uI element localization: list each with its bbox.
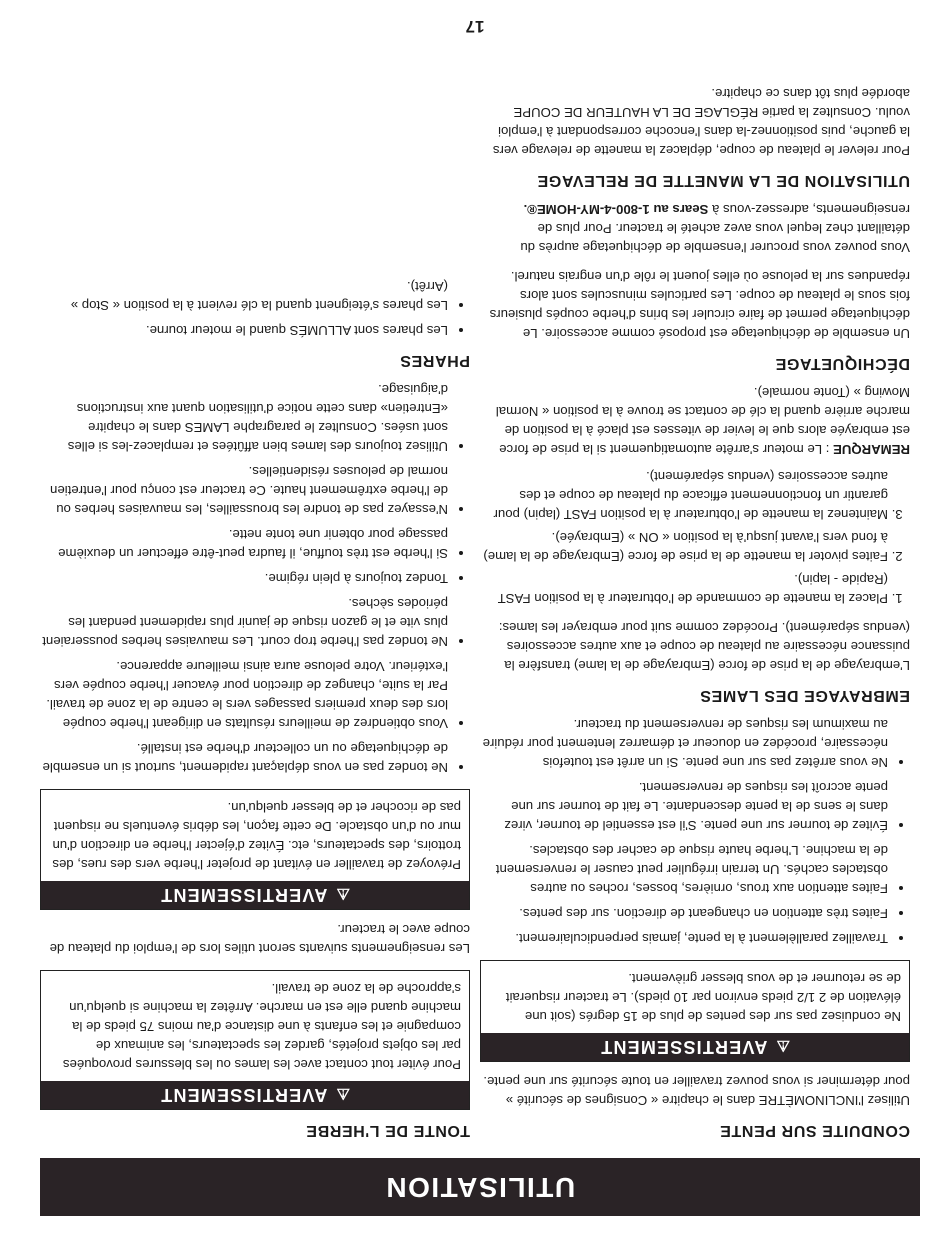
list-item: • Ne tondez pas l'herbe trop court. Les mauvaises herbes pousseraient plus vite et le gazon risque de jaunir plus rapidement pendant les périodes sèches. (40, 594, 448, 651)
slope-bullet-list (480, 715, 910, 948)
sears-phone: Sears au 1-800-4-MY-HOME®. (523, 202, 709, 217)
warning-text: Prévoyez de travailler en évitant de projeter l'herbe vers des rues, des trottoirs, des spectateurs, etc. Évitez d'éjecter l'herbe en direction d'un mur ou d'un obstacle. De cette façon, les débris éventuels ne risquent pas de ricocher et de blesser quelqu'un. (52, 800, 461, 872)
remarque-text: : Le moteur s'arrête automatiquement si la prise de force est embrayée alors que le levier de vitesses est placé à la position de marche arrière quand la clé de contact se trouve à la position « Normal Mowing » (Tonte normale). (495, 385, 910, 457)
list-item: • Vous obtiendrez de meilleurs résultats en dirigeant l'herbe coupée lors des deux premiers passages vers le centre de la zone de travail. Par la suite, changez de direction pour évacuer l'herbe coupée vers l'extérieur. Votre pelouse aura ainsi meilleure apparence. (40, 657, 448, 733)
tonte-heading: TONTE DE L'HERBE (305, 1122, 470, 1139)
warning-title: AVERTISSEMENT (600, 1037, 768, 1057)
releve-heading: UTILISATION DE LA MANETTE DE RELEVAGE (536, 172, 910, 189)
list-item: • Évitez de tourner sur une pente. S'il est essentiel de tourner, virez dans le sens de la pente descendante. Le fait de tourner sur une pente accroît les risques de renversement. (480, 778, 888, 835)
warning-triangle-icon: ⚠ (335, 885, 350, 902)
conduite-heading: CONDUITE SUR PENTE (719, 1122, 910, 1139)
section-banner: UTILISATION (40, 1158, 920, 1216)
embrayage-steps (480, 467, 910, 608)
list-item: • Si l'herbe est très touffue, il faudra peut-être effectuer un deuxième passage pour obtenir une tonte nette. (40, 525, 448, 563)
warning-title: AVERTISSEMENT (160, 885, 328, 905)
warning-text: Pour éviter tout contact avec les lames ou les blessures provoquées par les objets projetés, gardez les spectateurs, les animaux de compagnie et les enfants à une distance d'au moins 75 pieds de la machine quand elle est en marche. Arrêtez la machine si quelqu'un s'approche de la zone de travail. (62, 981, 461, 1072)
tonte-intro: Les renseignements suivants seront utiles lors de l'emploi du plateau de coupe avec le tracteur. (49, 922, 470, 956)
left-column (480, 74, 910, 1140)
warning-header (41, 881, 469, 909)
conduite-intro: Utilisez l'INCLINOMÈTRE dans le chapitre « Consignes de sécurité » pour déterminer si vous pouvez travailler en toute sécurité sur une pente. (483, 1074, 910, 1108)
phares-heading: PHARES (399, 352, 470, 369)
dechiquetage-text: Vous pouvez vous procurer l'ensemble de déchiquetage auprès du détaillant chez lequel vous avez acheté le tracteur. Pour plus de renseignements, adressez-vous à (520, 202, 910, 255)
list-item: • Ne tondez pas en vous déplaçant rapidement, surtout si un ensemble de déchiquetage ou un collecteur d'herbe est installé. (40, 739, 448, 777)
list-item: 2. Faites pivoter la manette de la prise de force (Embrayage de la lame) à fond vers l'avant jusqu'à la position « ON » (Embrayée). (480, 528, 888, 566)
list-item: • Utilisez toujours des lames bien affûtées et remplacez-les si elles sont usées. Consultez le paragraphe LAMES dans le chapitre «Entretien» dans cette notice d'utilisation quant aux instructions d'aiguisage. (40, 380, 448, 456)
list-item: • Faites très attention en changeant de direction. sur des pentes. (480, 904, 888, 923)
list-item: • Travaillez parallèlement à la pente, jamais perpendiculairement. (480, 929, 888, 948)
list-item: • N'essayez pas de tondre les broussailles, les mauvaises herbes ou de l'herbe extrêmement haute. Ce tracteur est conçu pour l'entretien normal de pelouses résidentielles. (40, 462, 448, 519)
list-item: • Les phares sont ALLUMÉS quand le moteur tourne. (40, 321, 448, 340)
embrayage-heading: EMBRAYAGE DES LAMES (699, 687, 910, 704)
dechiquetage-heading: DÉCHIQUETAGE (775, 355, 910, 372)
list-item: 1. Placez la manette de commande de l'obturateur à la position FAST (Rapide - lapin). (480, 570, 888, 608)
list-item: • Les phares s'éteignent quand la clé revient à la position « Stop » (Arrêt). (40, 277, 448, 315)
warning-text: Ne conduisez pas sur des pentes de plus de 15 degrés (soit une élévation de 2 1/2 pieds environ par 10 pieds). Le tracteur risquerait de se retourner et de vous blesser grièvement. (505, 971, 901, 1024)
warning-box-blades (40, 970, 470, 1110)
page-number: 17 (465, 17, 485, 36)
warning-header (41, 1081, 469, 1109)
dechiquetage-paragraph-1: Un ensemble de déchiquetage est proposé comme accessoire. Le déchiquetage permet de faire circuler les brins d'herbe coupés plusieurs fois sous le plateau de coupe. Les particules minuscules sont alors répandues sur la pelouse où elles jouent le rôle d'un engrais naturel. (489, 269, 910, 341)
warning-triangle-icon: ⚠ (775, 1037, 790, 1054)
remarque-label: REMARQUE (833, 442, 910, 457)
list-item: • Tondez toujours à plein régime. (40, 569, 448, 588)
warning-box-projection (40, 789, 470, 910)
warning-header (481, 1033, 909, 1061)
remarque-note (480, 383, 910, 459)
right-column (40, 267, 470, 1140)
warning-triangle-icon: ⚠ (335, 1085, 350, 1102)
list-item: • Faites attention aux trous, ornières, bosses, roches ou autres obstacles cachés. Un terrain irrégulier peut causer le renversement de la machine. L'herbe haute risque de cacher des obstacles. (480, 841, 888, 898)
warning-title: AVERTISSEMENT (160, 1085, 328, 1105)
list-item: 3. Maintenez la manette de l'obturateur à la position FAST (lapin) pour garantir un fonctionnement efficace du plateau de coupe et des autres accessoires (vendus séparément). (480, 467, 888, 524)
list-item: • Ne vous arrêtez pas sur une pente. Si un arrêt est toutefois nécessaire, procédez en douceur et démarrez lentement pour réduire au maximum les risques de renversement du tracteur. (480, 715, 888, 772)
phares-bullet-list (40, 277, 470, 340)
embrayage-intro: L'embrayage de la prise de force (Embrayage de la lame) transfère la puissance nécessaire au plateau de coupe et aux autres accessoires (vendus séparément). Procédez comme suit pour embrayer les lames: (498, 620, 910, 673)
dechiquetage-paragraph-2 (480, 200, 910, 257)
warning-box-slope (480, 960, 910, 1062)
releve-paragraph: Pour relever le plateau de coupe, déplacez la manette de relevage vers la gauche, puis positionnez-la dans l'encoche correspondant à l'emploi voulu. Consultez la partie RÉGLAGE DE LA HAUTEUR DE COUPE abordée plus tôt dans ce chapitre. (492, 86, 910, 158)
tonte-bullet-list (40, 380, 470, 777)
